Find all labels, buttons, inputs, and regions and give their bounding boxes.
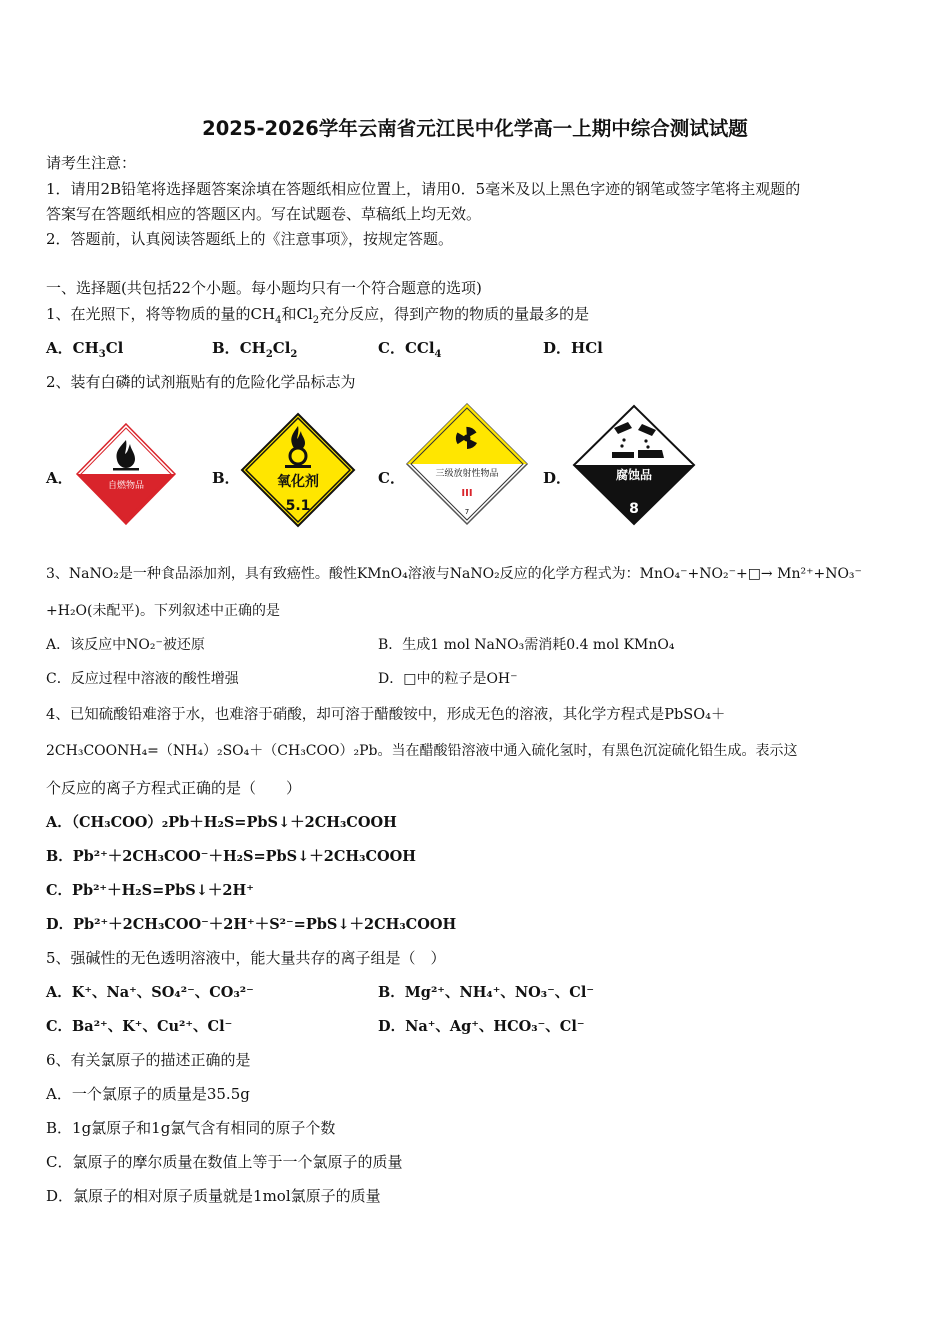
q2-option-a: A． <box>46 469 73 487</box>
q4-option-a: A．（CH₃COO）₂Pb＋H₂S=PbS↓＋2CH₃COOH <box>46 814 397 831</box>
q5-stem: 5、强碱性的无色透明溶液中，能大量共存的离子组是（ ） <box>46 949 446 967</box>
q3-option-a: A．该反应中NO₂⁻被还原 <box>46 637 205 653</box>
hazard-sign-corrosive <box>572 404 696 526</box>
section-heading: 一、选择题(共包括22个小题。每小题均只有一个符合题意的选项) <box>46 279 482 297</box>
q4-option-b: B．Pb²⁺＋2CH₃COO⁻＋H₂S=PbS↓＋2CH₃COOH <box>46 848 416 865</box>
notice-line-1a: 1．请用2B铅笔将选择题答案涂填在答题纸相应位置上，请用0．5毫米及以上黑色字迹的钢笔或签字笔将主观题的 <box>46 180 801 198</box>
q3-option-d: D．□中的粒子是OH⁻ <box>378 671 518 687</box>
q1-option-d: D．HCl <box>543 339 603 357</box>
q6-option-c: C．氯原子的摩尔质量在数值上等于一个氯原子的质量 <box>46 1153 403 1171</box>
q4-stem-line-3: 个反应的离子方程式正确的是（ ） <box>46 779 302 797</box>
hazard-sign-radioactive <box>405 402 529 526</box>
q5-option-d: D．Na⁺、Ag⁺、HCO₃⁻、Cl⁻ <box>378 1018 585 1035</box>
sign-d-number: 8 <box>629 501 639 517</box>
q6-stem: 6、有关氯原子的描述正确的是 <box>46 1051 251 1069</box>
q4-stem-line-1: 4、已知硫酸铅难溶于水，也难溶于硝酸，却可溶于醋酸铵中，形成无色的溶液，其化学方程式是PbSO₄＋ <box>46 707 726 723</box>
hazard-sign-spontaneous-combustion <box>75 422 177 526</box>
q2-stem: 2、装有白磷的试剂瓶贴有的危险化学品标志为 <box>46 373 356 391</box>
q3-stem-line-2: +H₂O(未配平)。下列叙述中正确的是 <box>46 603 280 619</box>
sign-b-number: 5.1 <box>285 498 311 514</box>
q2-option-b: B． <box>212 469 240 487</box>
sign-d-label: 腐蚀品 <box>615 468 653 482</box>
sign-c-number: 7 <box>464 508 470 516</box>
q4-stem-line-2: 2CH₃COONH₄=（NH₄）₂SO₄＋（CH₃COO）₂Pb。当在醋酸铅溶液中通入硫化氢时，有黑色沉淀硫化铅生成。表示这 <box>46 743 798 759</box>
q3-stem-line-1: 3、NaNO₂是一种食品添加剂，具有致癌性。酸性KMnO₄溶液与NaNO₂反应的化学方程式为：MnO₄⁻+NO₂⁻+□→ Mn²⁺+NO₃⁻ <box>46 566 862 582</box>
notice-heading: 请考生注意： <box>46 154 137 172</box>
q4-option-c: C．Pb²⁺＋H₂S=PbS↓＋2H⁺ <box>46 882 254 899</box>
sign-a-label: 自燃物品 <box>107 481 145 491</box>
sign-c-label: 三级放射性物品 <box>435 469 499 479</box>
sign-b-label: 氧化剂 <box>277 474 319 490</box>
q5-option-c: C．Ba²⁺、K⁺、Cu²⁺、Cl⁻ <box>46 1018 233 1035</box>
q4-option-d: D．Pb²⁺＋2CH₃COO⁻＋2H⁺＋S²⁻=PbS↓＋2CH₃COOH <box>46 916 457 933</box>
sign-c-category: III <box>461 488 473 499</box>
notice-line-2: 2．答题前，认真阅读答题纸上的《注意事项》，按规定答题。 <box>46 230 454 248</box>
q1-option-c: C．CCl$_4$ <box>378 339 442 360</box>
q6-option-d: D．氯原子的相对原子质量就是1mol氯原子的质量 <box>46 1187 381 1205</box>
q2-option-c: C． <box>378 469 405 487</box>
page-title: 2025-2026学年云南省元江民中化学高一上期中综合测试试题 <box>202 117 748 140</box>
q3-option-c: C．反应过程中溶液的酸性增强 <box>46 671 239 687</box>
hazard-sign-oxidizer <box>240 412 356 528</box>
q3-option-b: B．生成1 mol NaNO₃需消耗0.4 mol KMnO₄ <box>378 637 675 653</box>
q1-option-b: B．$CH_2Cl_2$ <box>212 339 298 360</box>
q5-option-b: B．Mg²⁺、NH₄⁺、NO₃⁻、Cl⁻ <box>378 984 594 1001</box>
q1-stem: 1、在光照下，将等物质的量的$CH_4$和$Cl_2$充分反应，得到产物的物质的量最多的是 <box>46 305 590 326</box>
q1-option-a: A．$CH_3Cl$ <box>46 339 124 360</box>
q5-option-a: A．K⁺、Na⁺、SO₄²⁻、CO₃²⁻ <box>46 984 254 1001</box>
notice-line-1b: 答案写在答题纸相应的答题区内。写在试题卷、草稿纸上均无效。 <box>46 205 482 223</box>
q2-option-d: D． <box>543 469 572 487</box>
q6-option-a: A．一个氯原子的质量是35.5g <box>46 1085 250 1103</box>
q6-option-b: B．1g氯原子和1g氯气含有相同的原子个数 <box>46 1119 336 1137</box>
